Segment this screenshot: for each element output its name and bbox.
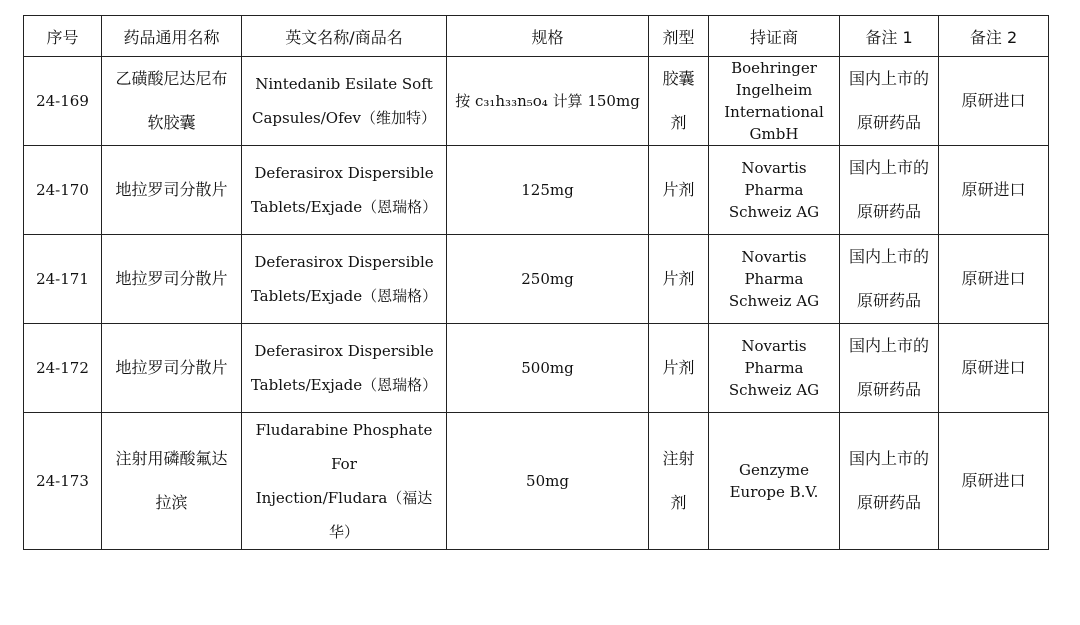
cell-note2 — [939, 235, 1049, 324]
header-seq: 序号 — [24, 16, 102, 57]
cell-english-name — [242, 413, 447, 550]
note1-text: 国内上市的 原研药品 — [848, 158, 929, 221]
cell-holder — [709, 146, 840, 235]
note1-text: 国内上市的 原研药品 — [848, 69, 929, 132]
cell-note2 — [939, 146, 1049, 235]
spec-text: 按 c₃₁h₃₃n₅o₄ 计算 150mg — [455, 92, 640, 110]
holder-text: Boehringer Ingelheim International GmbH — [724, 59, 824, 143]
cell-note1 — [840, 146, 939, 235]
seq-text: 24-172 — [36, 359, 89, 377]
table-row — [24, 413, 1049, 550]
cell-note1 — [840, 324, 939, 413]
seq-text: 24-173 — [36, 472, 89, 490]
header-spec: 规格 — [447, 16, 649, 57]
cell-spec — [447, 57, 649, 146]
seq-text: 24-171 — [36, 270, 89, 288]
cell-note1 — [840, 235, 939, 324]
generic-name-text: 乙磺酸尼达尼布 软胶囊 — [115, 69, 228, 132]
cell-generic-name — [102, 235, 242, 324]
cell-english-name — [242, 146, 447, 235]
cell-dosage-form — [649, 324, 709, 413]
cell-seq — [24, 57, 102, 146]
note2-text: 原研进口 — [961, 180, 1026, 199]
cell-spec — [447, 413, 649, 550]
header-note1: 备注 1 — [840, 16, 939, 57]
note1-text: 国内上市的 原研药品 — [848, 247, 929, 310]
cell-generic-name — [102, 413, 242, 550]
table-row — [24, 235, 1049, 324]
english-name-text: Deferasirox Dispersible Tablets/Exjade（恩瑞格） — [250, 253, 438, 305]
english-name-text: Nintedanib Esilate Soft Capsules/Ofev（维加特） — [251, 75, 436, 127]
cell-generic-name — [102, 146, 242, 235]
cell-dosage-form — [649, 146, 709, 235]
holder-text: Genzyme Europe B.V. — [729, 461, 819, 501]
cell-holder — [709, 57, 840, 146]
generic-name-text: 注射用磷酸氟达 拉滨 — [115, 449, 228, 512]
cell-english-name — [242, 324, 447, 413]
header-holder: 持证商 — [709, 16, 840, 57]
seq-text: 24-170 — [36, 181, 89, 199]
cell-dosage-form — [649, 413, 709, 550]
cell-generic-name — [102, 324, 242, 413]
header-english-name: 英文名称/商品名 — [242, 16, 447, 57]
dosage-form-text: 片剂 — [662, 269, 695, 288]
cell-spec — [447, 324, 649, 413]
note1-text: 国内上市的 原研药品 — [848, 449, 929, 512]
header-dosage-form: 剂型 — [649, 16, 709, 57]
drug-list-table — [23, 15, 1049, 550]
cell-note2 — [939, 413, 1049, 550]
holder-text: Novartis Pharma Schweiz AG — [728, 159, 820, 221]
note2-text: 原研进口 — [961, 91, 1026, 110]
table-row — [24, 57, 1049, 146]
holder-text: Novartis Pharma Schweiz AG — [728, 248, 820, 310]
seq-text: 24-169 — [36, 92, 89, 110]
cell-spec — [447, 235, 649, 324]
cell-english-name — [242, 57, 447, 146]
cell-holder — [709, 413, 840, 550]
cell-holder — [709, 235, 840, 324]
holder-text: Novartis Pharma Schweiz AG — [728, 337, 820, 399]
header-note2: 备注 2 — [939, 16, 1049, 57]
cell-seq — [24, 146, 102, 235]
dosage-form-text: 片剂 — [662, 180, 695, 199]
english-name-text: Deferasirox Dispersible Tablets/Exjade（恩瑞格） — [250, 164, 438, 216]
cell-holder — [709, 324, 840, 413]
english-name-text: Fludarabine Phosphate For Injection/Fludara（福达华） — [255, 421, 433, 541]
cell-dosage-form — [649, 57, 709, 146]
table-row — [24, 324, 1049, 413]
spec-text: 500mg — [521, 359, 574, 377]
generic-name-text: 地拉罗司分散片 — [115, 269, 228, 288]
table-header-row — [24, 16, 1049, 57]
cell-note1 — [840, 57, 939, 146]
spec-text: 50mg — [526, 472, 569, 490]
note2-text: 原研进口 — [961, 471, 1026, 490]
note2-text: 原研进口 — [961, 358, 1026, 377]
spec-text: 250mg — [521, 270, 574, 288]
table-row — [24, 146, 1049, 235]
spec-text: 125mg — [521, 181, 574, 199]
dosage-form-text: 注射 剂 — [662, 449, 695, 512]
generic-name-text: 地拉罗司分散片 — [115, 180, 228, 199]
cell-generic-name — [102, 57, 242, 146]
cell-note2 — [939, 57, 1049, 146]
cell-english-name — [242, 235, 447, 324]
dosage-form-text: 胶囊 剂 — [662, 69, 695, 132]
cell-seq — [24, 324, 102, 413]
note2-text: 原研进口 — [961, 269, 1026, 288]
note1-text: 国内上市的 原研药品 — [848, 336, 929, 399]
dosage-form-text: 片剂 — [662, 358, 695, 377]
english-name-text: Deferasirox Dispersible Tablets/Exjade（恩瑞格） — [250, 342, 438, 394]
header-generic-name: 药品通用名称 — [102, 16, 242, 57]
cell-spec — [447, 146, 649, 235]
cell-seq — [24, 235, 102, 324]
cell-seq — [24, 413, 102, 550]
cell-dosage-form — [649, 235, 709, 324]
generic-name-text: 地拉罗司分散片 — [115, 358, 228, 377]
cell-note2 — [939, 324, 1049, 413]
cell-note1 — [840, 413, 939, 550]
